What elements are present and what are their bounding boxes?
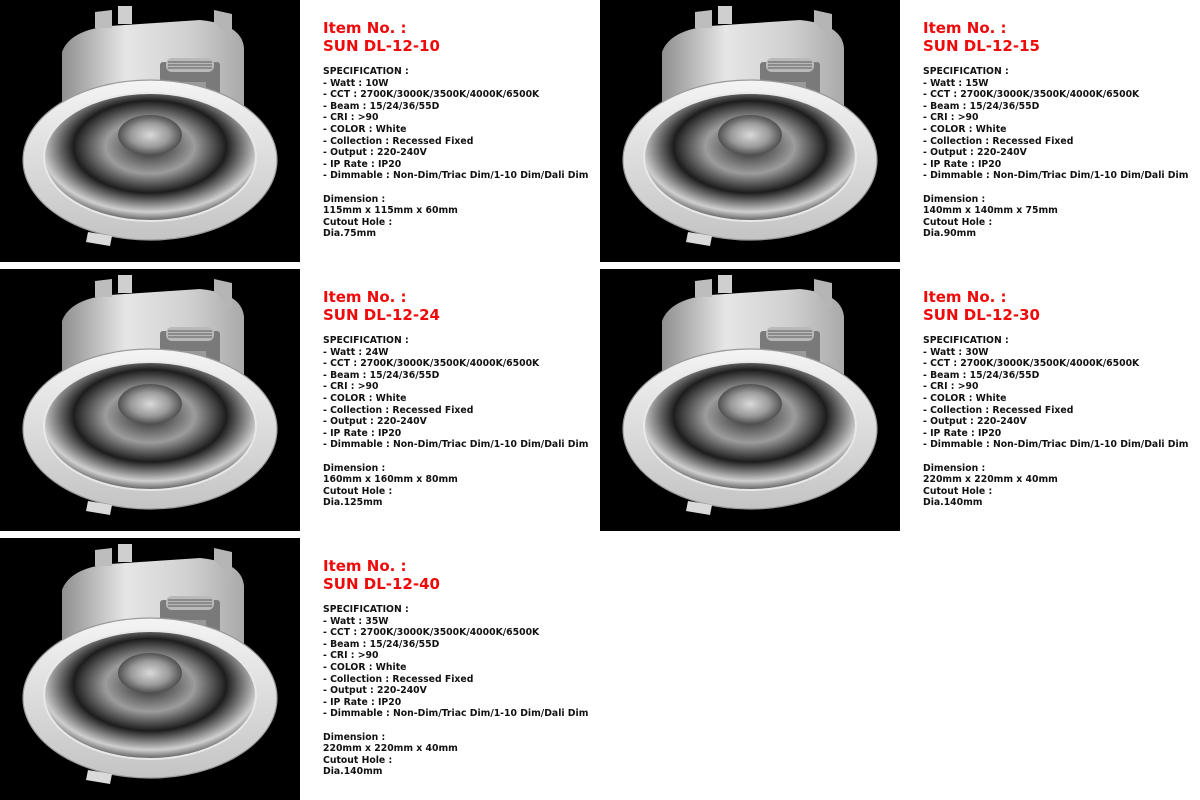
product-card (0, 538, 600, 800)
spec-cri: - CRI : >90 (323, 381, 379, 393)
spec-cct: - CCT : 2700K/3000K/3500K/4000K/6500K (323, 89, 540, 101)
spec-color: - COLOR : White (323, 661, 407, 673)
cutout-label: Cutout Hole : (923, 485, 993, 497)
product-card (600, 269, 1200, 531)
product-photo (600, 269, 900, 531)
cutout-label: Cutout Hole : (323, 216, 393, 228)
spec-ip-rate: - IP Rate : IP20 (923, 427, 1002, 439)
cutout-label: Cutout Hole : (323, 754, 393, 766)
spec-cct: - CCT : 2700K/3000K/3500K/4000K/6500K (923, 358, 1140, 370)
item-code: SUN DL-12-15 (923, 37, 1040, 55)
downlight-image-icon (600, 269, 900, 531)
spec-output: - Output : 220-240V (323, 147, 427, 159)
item-no-label: Item No. : (323, 288, 407, 306)
dimension-block (323, 732, 598, 778)
item-code: SUN DL-12-10 (323, 37, 440, 55)
spec-heading: SPECIFICATION : (923, 66, 1009, 77)
dimension-label: Dimension : (323, 731, 386, 743)
product-card (0, 0, 600, 262)
spec-beam: - Beam : 15/24/36/55D (323, 369, 440, 381)
dimension-value: 115mm x 115mm x 60mm (323, 205, 458, 217)
spec-dimmable: - Dimmable : Non-Dim/Triac Dim/1-10 Dim/Dali Dim (923, 439, 1189, 451)
cutout-value: Dia.90mm (923, 228, 977, 240)
spec-collection: - Collection : Recessed Fixed (923, 404, 1074, 416)
spec-collection: - Collection : Recessed Fixed (323, 135, 474, 147)
spec-output: - Output : 220-240V (323, 416, 427, 428)
spec-watt: - Watt : 35W (323, 615, 389, 627)
product-card (0, 269, 600, 531)
product-info (323, 288, 598, 509)
spec-collection: - Collection : Recessed Fixed (923, 135, 1074, 147)
product-photo (0, 0, 300, 262)
spec-watt: - Watt : 15W (923, 77, 989, 89)
specification-block (923, 335, 1198, 451)
product-info (923, 288, 1198, 509)
spec-beam: - Beam : 15/24/36/55D (323, 100, 440, 112)
product-photo (0, 269, 300, 531)
dimension-value: 160mm x 160mm x 80mm (323, 474, 458, 486)
cutout-label: Cutout Hole : (323, 485, 393, 497)
dimension-label: Dimension : (923, 193, 986, 205)
spec-cri: - CRI : >90 (923, 112, 979, 124)
item-no-label: Item No. : (323, 19, 407, 37)
dimension-block (323, 194, 598, 240)
product-photo (0, 538, 300, 800)
item-code: SUN DL-12-24 (323, 306, 440, 324)
product-card (600, 0, 1200, 262)
downlight-image-icon (0, 0, 300, 262)
spec-cct: - CCT : 2700K/3000K/3500K/4000K/6500K (323, 627, 540, 639)
specification-block (323, 66, 598, 182)
spec-cri: - CRI : >90 (323, 650, 379, 662)
spec-cct: - CCT : 2700K/3000K/3500K/4000K/6500K (923, 89, 1140, 101)
dimension-label: Dimension : (323, 462, 386, 474)
spec-heading: SPECIFICATION : (323, 66, 409, 77)
spec-watt: - Watt : 10W (323, 77, 389, 89)
dimension-block (923, 463, 1198, 509)
cutout-value: Dia.75mm (323, 228, 377, 240)
cutout-label: Cutout Hole : (923, 216, 993, 228)
product-info (923, 19, 1198, 240)
cutout-value: Dia.140mm (323, 766, 383, 778)
downlight-image-icon (0, 269, 300, 531)
item-code: SUN DL-12-30 (923, 306, 1040, 324)
spec-ip-rate: - IP Rate : IP20 (323, 427, 402, 439)
spec-watt: - Watt : 30W (923, 346, 989, 358)
specification-block (323, 335, 598, 451)
spec-beam: - Beam : 15/24/36/55D (923, 369, 1040, 381)
spec-heading: SPECIFICATION : (923, 335, 1009, 346)
spec-collection: - Collection : Recessed Fixed (323, 673, 474, 685)
spec-heading: SPECIFICATION : (323, 604, 409, 615)
downlight-image-icon (0, 538, 300, 800)
dimension-value: 140mm x 140mm x 75mm (923, 205, 1058, 217)
dimension-block (923, 194, 1198, 240)
spec-watt: - Watt : 24W (323, 346, 389, 358)
spec-color: - COLOR : White (923, 392, 1007, 404)
spec-cct: - CCT : 2700K/3000K/3500K/4000K/6500K (323, 358, 540, 370)
item-no-label: Item No. : (923, 19, 1007, 37)
product-info (323, 19, 598, 240)
product-photo (600, 0, 900, 262)
spec-beam: - Beam : 15/24/36/55D (323, 638, 440, 650)
item-no-label: Item No. : (923, 288, 1007, 306)
dimension-value: 220mm x 220mm x 40mm (323, 743, 458, 755)
dimension-block (323, 463, 598, 509)
spec-dimmable: - Dimmable : Non-Dim/Triac Dim/1-10 Dim/Dali Dim (323, 708, 589, 720)
spec-cri: - CRI : >90 (923, 381, 979, 393)
spec-ip-rate: - IP Rate : IP20 (323, 696, 402, 708)
specification-block (323, 604, 598, 720)
dimension-label: Dimension : (323, 193, 386, 205)
spec-ip-rate: - IP Rate : IP20 (923, 158, 1002, 170)
dimension-label: Dimension : (923, 462, 986, 474)
spec-cri: - CRI : >90 (323, 112, 379, 124)
item-code: SUN DL-12-40 (323, 575, 440, 593)
spec-dimmable: - Dimmable : Non-Dim/Triac Dim/1-10 Dim/Dali Dim (323, 439, 589, 451)
spec-dimmable: - Dimmable : Non-Dim/Triac Dim/1-10 Dim/Dali Dim (923, 170, 1189, 182)
product-info (323, 557, 598, 778)
cutout-value: Dia.125mm (323, 497, 383, 509)
spec-output: - Output : 220-240V (323, 685, 427, 697)
spec-color: - COLOR : White (923, 123, 1007, 135)
spec-beam: - Beam : 15/24/36/55D (923, 100, 1040, 112)
spec-output: - Output : 220-240V (923, 147, 1027, 159)
spec-heading: SPECIFICATION : (323, 335, 409, 346)
spec-color: - COLOR : White (323, 392, 407, 404)
item-no-label: Item No. : (323, 557, 407, 575)
specification-block (923, 66, 1198, 182)
spec-dimmable: - Dimmable : Non-Dim/Triac Dim/1-10 Dim/Dali Dim (323, 170, 589, 182)
spec-collection: - Collection : Recessed Fixed (323, 404, 474, 416)
cutout-value: Dia.140mm (923, 497, 983, 509)
spec-color: - COLOR : White (323, 123, 407, 135)
spec-ip-rate: - IP Rate : IP20 (323, 158, 402, 170)
spec-output: - Output : 220-240V (923, 416, 1027, 428)
downlight-image-icon (600, 0, 900, 262)
dimension-value: 220mm x 220mm x 40mm (923, 474, 1058, 486)
